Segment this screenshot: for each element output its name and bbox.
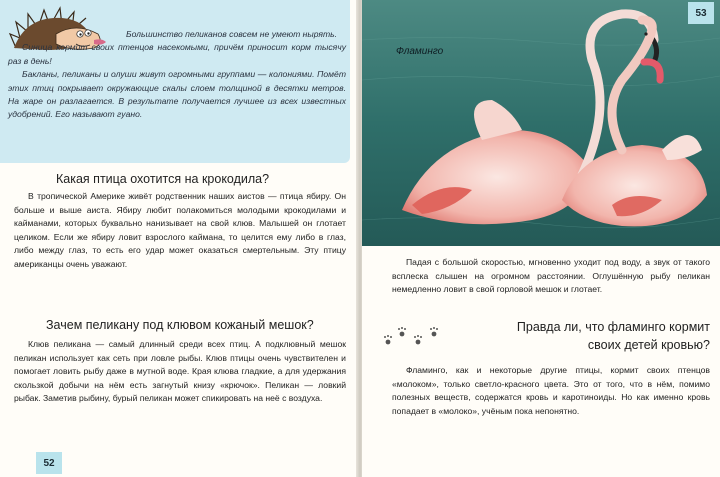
callout-paragraph: Большинство пеликанов совсем не умеют нырять. <box>126 29 338 39</box>
continued-text <box>392 256 710 297</box>
section-text-pelican <box>14 338 346 406</box>
section-heading-pelican: Зачем пеликану под клювом кожаный мешок? <box>46 318 314 332</box>
fun-facts-callout <box>0 0 350 163</box>
section-heading-flamingo: Правда ли, что фламинго кормит своих детей кровью? <box>516 320 710 352</box>
paragraph: Клюв пеликана — самый длинный среди всех птиц. А подклювный мешок пеликан использует как сеть при ловле рыбы. Клюв птицы очень чувствителен и помогает ловить рыбу даже в мутной воде. Края клюва гладкие, а для удержания скользкой добычи на нём есть загнутый книзу «крючок». Пеликан — ловкий рыбак. Заметив рыбину, бурый пеликан может спикировать на неё с воздуха. <box>14 339 346 404</box>
paragraph: В тропической Америке живёт родственник наших аистов — птица ябиру. Он больше и выше аиста. Ябиру любит полакомиться молодыми крокодилами и кайманами, которых буквально нанизывает на свой клюв. Малышей он глотает целиком. Если же ябиру ловит взрослого каймана, то целится ему либо в глаз, либо между глаз, то есть его удар может оказаться смертельным. Эту птицу американцы очень уважают. <box>14 191 346 269</box>
paragraph: Фламинго, как и некоторые другие птицы, кормит своих птенцов «молоком», только светло-красного цвета. Это от того, что в нём, помимо полезных веществ, содержатся кровь и каротиноиды. Но как именно кровь попадает в «молоко», учёным пока непонятно. <box>392 365 710 416</box>
section-text-flamingo <box>392 364 710 418</box>
paragraph: Падая с большой скоростью, мгновенно уходит под воду, а звук от такого всплеска слышен на огромном расстоянии. Оглушённую рыбу пеликан немедленно ловит в свой горловой мешок и глотает. <box>392 257 710 295</box>
callout-paragraph: Бакланы, пеликаны и олуши живут огромными группами — колониями. Помёт этих птиц покрывает окружающие скалы слоем толщиной в десятки метров. На жаре он разлагается. В результате получается лучшее из всех известных удобрений. Его называют гуано. <box>8 69 346 120</box>
flamingo-photo <box>362 0 720 246</box>
right-page <box>362 0 720 477</box>
page-number-left: 52 <box>36 452 62 474</box>
left-page <box>0 0 358 477</box>
paw-prints-icon <box>380 322 444 352</box>
flamingo-image <box>362 0 720 246</box>
photo-caption: Фламинго <box>396 46 444 57</box>
callout-paragraph: Синица кормит своих птенцов насекомыми, причём приносит корм тысячу раз в день! <box>8 42 346 66</box>
section-heading-crocodile: Какая птица охотится на крокодила? <box>56 172 270 186</box>
page-number-right: 53 <box>688 2 714 24</box>
callout-text <box>8 28 346 122</box>
section-text-crocodile <box>14 190 346 272</box>
